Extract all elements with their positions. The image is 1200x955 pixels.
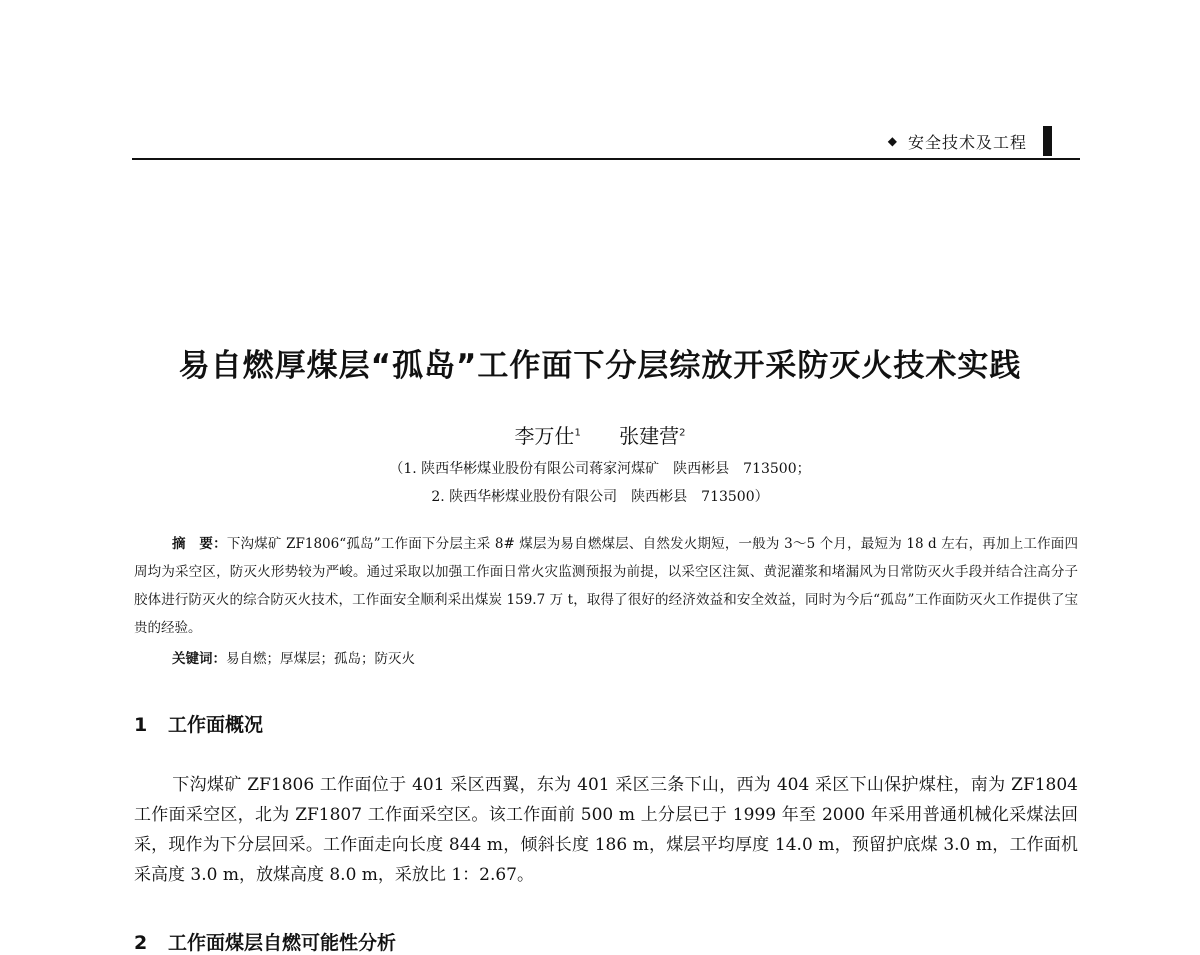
author-affil-mark: 2 [679,427,686,439]
running-header [888,126,1052,156]
abstract [134,530,1078,642]
header-bar [1043,126,1052,156]
keywords [172,647,415,667]
section-1-paragraph [134,770,1078,890]
paper-title: 易自燃厚煤层“孤岛”工作面下分层综放开采防灭火技术实践 [178,348,1022,384]
keywords-text: 易自燃；厚煤层；孤岛；防灭火 [226,651,415,667]
section-title: 工作面概况 [168,714,264,736]
author-1 [514,424,580,448]
keywords-label: 关键词： [172,651,226,667]
section-heading-1 [134,710,263,737]
paragraph-text: 下沟煤矿 ZF1806 工作面位于 401 采区西翼，东为 401 采区三条下山，西为 404 采区下山保护煤柱，南为 ZF1804 工作面采空区，北为 ZF1807 工作面采空区。该工作面前 500 m 上分层已于 1999 年至 2000 年采用普通机械化采煤法回采，现作为下分层回采。工作面走向长度 844 m，倾斜长度 186 m，煤层平均厚度 14.0 m，预留护底煤 3.0 m，工作面机采高度 3.0 m，放煤高度 8.0 m，采放比 1：2.67。 [134,775,1078,885]
section-label: 安全技术及工程 [907,132,1027,152]
author-name: 李万仕 [514,424,575,448]
author-affil-mark: 1 [574,427,581,439]
affiliation-line-2: 2. 陕西华彬煤业股份有限公司 陕西彬县 713500） [431,489,769,505]
author-list [0,420,1200,449]
section-number: 2 [134,932,148,954]
abstract-text: 下沟煤矿 ZF1806“孤岛”工作面下分层主采 8# 煤层为易自燃煤层、自然发火期短，一般为 3～5 个月，最短为 18 d 左右，再加上工作面四周均为采空区，防灭火形势较为严峻。通过采取以加强工作面日常火灾监测预报为前提，以采空区注氮、黄泥灌浆和堵漏风为日常防灭火手段并结合注高分子胶体进行防灭火的综合防灭火技术，工作面安全顺利采出煤炭 159.7 万 t，取得了很好的经济效益和安全效益，同时为今后“孤岛”工作面防灭火工作提供了宝贵的经验。 [134,536,1079,636]
diamond-icon: ◆ [887,134,898,148]
section-title: 工作面煤层自燃可能性分析 [168,932,397,954]
affiliation-line-1: （1. 陕西华彬煤业股份有限公司蒋家河煤矿 陕西彬县 713500； [389,461,811,477]
header-rule [132,158,1080,160]
abstract-label: 摘 要： [172,536,227,552]
section-number: 1 [134,714,148,736]
author-2 [619,424,685,448]
author-name: 张建营 [619,424,680,448]
